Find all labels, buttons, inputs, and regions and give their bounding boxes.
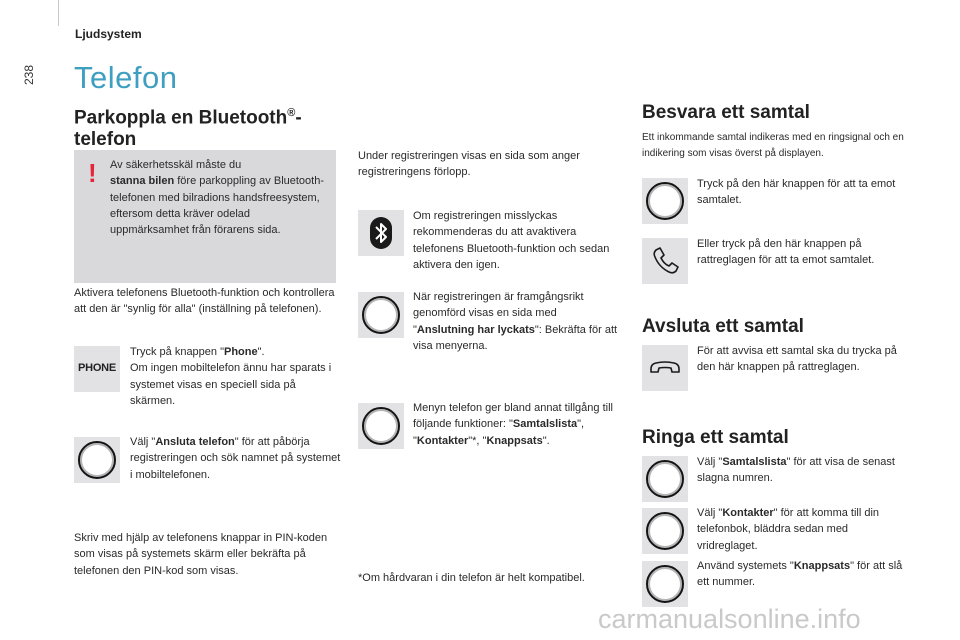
rotary-knob-icon bbox=[74, 437, 120, 483]
step2-text-2: " för att påbörja registreringen och sök namnet på systemet i mobiltelefonen. bbox=[130, 436, 341, 481]
warning-bold: stanna bilen bbox=[110, 175, 175, 188]
call-s3-bold: Knappsats bbox=[793, 560, 851, 572]
rotary-knob-icon bbox=[642, 178, 688, 224]
call-s2-text-2: " för att komma till din telefonbok, bläddra sedan med vridreglaget. bbox=[697, 507, 880, 552]
step-contacts bbox=[697, 505, 907, 554]
section-title: Ljudsystem bbox=[75, 27, 142, 41]
call-s2-text-1: Välj " bbox=[697, 507, 723, 519]
heading-pair-bluetooth bbox=[74, 102, 354, 151]
step-press-phone bbox=[130, 344, 340, 409]
step1-text-3: Om ingen mobiltelefon ännu har sparats i systemet visas en speciell sida på skärmen. bbox=[130, 362, 332, 407]
heading-pair-main: Parkoppla en Bluetooth bbox=[74, 107, 288, 129]
s3-text-2: ", " bbox=[413, 418, 585, 447]
call-s1-text-1: Välj " bbox=[697, 456, 723, 468]
phone-button-icon bbox=[74, 346, 120, 392]
step-registration-failed: Om registreringen misslyckas rekommenderas du att avaktivera telefonens Bluetooth-funktion och sedan aktivera den igen. bbox=[413, 210, 610, 271]
page-title: Telefon bbox=[74, 60, 178, 95]
call-s1-bold: Samtalslista bbox=[722, 456, 787, 468]
handset-icon bbox=[642, 238, 688, 284]
step-end-call: För att avvisa ett samtal ska du trycka på den här knappen på rattreglagen. bbox=[697, 345, 897, 374]
step-answer-steering: Eller tryck på den här knappen på rattreglagen för att ta emot samtalet. bbox=[697, 238, 875, 267]
handset-icon bbox=[642, 345, 688, 391]
step2-bold: Ansluta telefon bbox=[155, 436, 235, 448]
warning-text bbox=[110, 157, 330, 238]
margin-divider bbox=[58, 0, 59, 26]
call-s1-text-2: " för att visa de senast slagna numren. bbox=[697, 456, 895, 485]
call-s3-text-2: " för att slå ett nummer. bbox=[697, 560, 903, 589]
call-s3-text-1: Använd systemets " bbox=[697, 560, 794, 572]
step-call-log bbox=[697, 454, 907, 487]
rotary-knob-icon bbox=[642, 456, 688, 502]
warning-icon: ! bbox=[88, 158, 97, 188]
call-s2-bold: Kontakter bbox=[722, 507, 774, 519]
rotary-knob-icon bbox=[642, 561, 688, 607]
s3-bold-3: Knappsats bbox=[486, 434, 543, 447]
phone-button-label: PHONE bbox=[77, 362, 117, 374]
s3-bold-1: Samtalslista bbox=[512, 418, 578, 431]
bluetooth-icon bbox=[358, 210, 404, 256]
watermark: carmanualsonline.info bbox=[598, 604, 861, 634]
footnote: *Om hårdvaran i din telefon är helt kompatibel. bbox=[358, 572, 585, 584]
paragraph-activate-bluetooth: Aktivera telefonens Bluetooth-funktion och kontrollera att den är "synlig för alla" (inställning på telefonen). bbox=[74, 287, 335, 316]
step1-bold: Phone bbox=[224, 346, 258, 358]
paragraph-registration-progress: Under registreringen visas en sida som anger registreringens förlopp. bbox=[358, 150, 580, 179]
step-keypad bbox=[697, 558, 907, 591]
heading-pair-line2: telefon bbox=[74, 129, 137, 151]
registered-mark: ® bbox=[287, 107, 296, 119]
s3-text-4: ". bbox=[542, 434, 550, 447]
s2-text-2: ": Bekräfta för att visa menyerna. bbox=[413, 323, 618, 352]
rotary-knob-icon bbox=[642, 508, 688, 554]
heading-end-call: Avsluta ett samtal bbox=[642, 316, 804, 337]
paragraph-incoming-call: Ett inkommande samtal indikeras med en ringsignal och en indikering som visas överst på displayen. bbox=[642, 132, 904, 159]
rotary-knob-icon bbox=[358, 403, 404, 449]
step-answer-knob: Tryck på den här knappen för att ta emot samtalet. bbox=[697, 178, 896, 207]
step1-text-2: ". bbox=[257, 346, 265, 358]
warning-text-2: före parkoppling av Bluetooth-telefonen med bilradions handsfreesystem, eftersom detta kräver odelad uppmärksamhet från förarens sida. bbox=[110, 175, 325, 237]
s2-text-1: När registreringen är framgångsrikt genomförd visas en sida med " bbox=[413, 291, 584, 336]
s3-text-3: "*, " bbox=[468, 434, 487, 447]
step-connect-phone bbox=[130, 434, 342, 483]
step1-text-1: Tryck på knappen " bbox=[130, 346, 224, 358]
step-phone-menu bbox=[413, 400, 618, 449]
s3-bold-2: Kontakter bbox=[416, 434, 469, 447]
s3-text-1: Menyn telefon ger bland annat tillgång till följande funktioner: " bbox=[413, 402, 613, 431]
warning-box bbox=[74, 150, 336, 283]
warning-text-1: Av säkerhetsskäl måste du bbox=[110, 159, 242, 171]
heading-pair-dash: - bbox=[295, 107, 302, 129]
rotary-knob-icon bbox=[358, 292, 404, 338]
heading-make-call: Ringa ett samtal bbox=[642, 427, 789, 448]
heading-answer-call: Besvara ett samtal bbox=[642, 102, 810, 123]
step2-text-1: Välj " bbox=[130, 436, 156, 448]
s2-bold: Anslutning har lyckats bbox=[416, 323, 535, 336]
paragraph-pin-code: Skriv med hjälp av telefonens knappar in PIN-koden som visas på systemets skärm eller bekräfta på telefonen den PIN-kod som visas. bbox=[74, 532, 328, 577]
step-registration-success bbox=[413, 289, 618, 354]
page-number: 238 bbox=[22, 64, 36, 86]
